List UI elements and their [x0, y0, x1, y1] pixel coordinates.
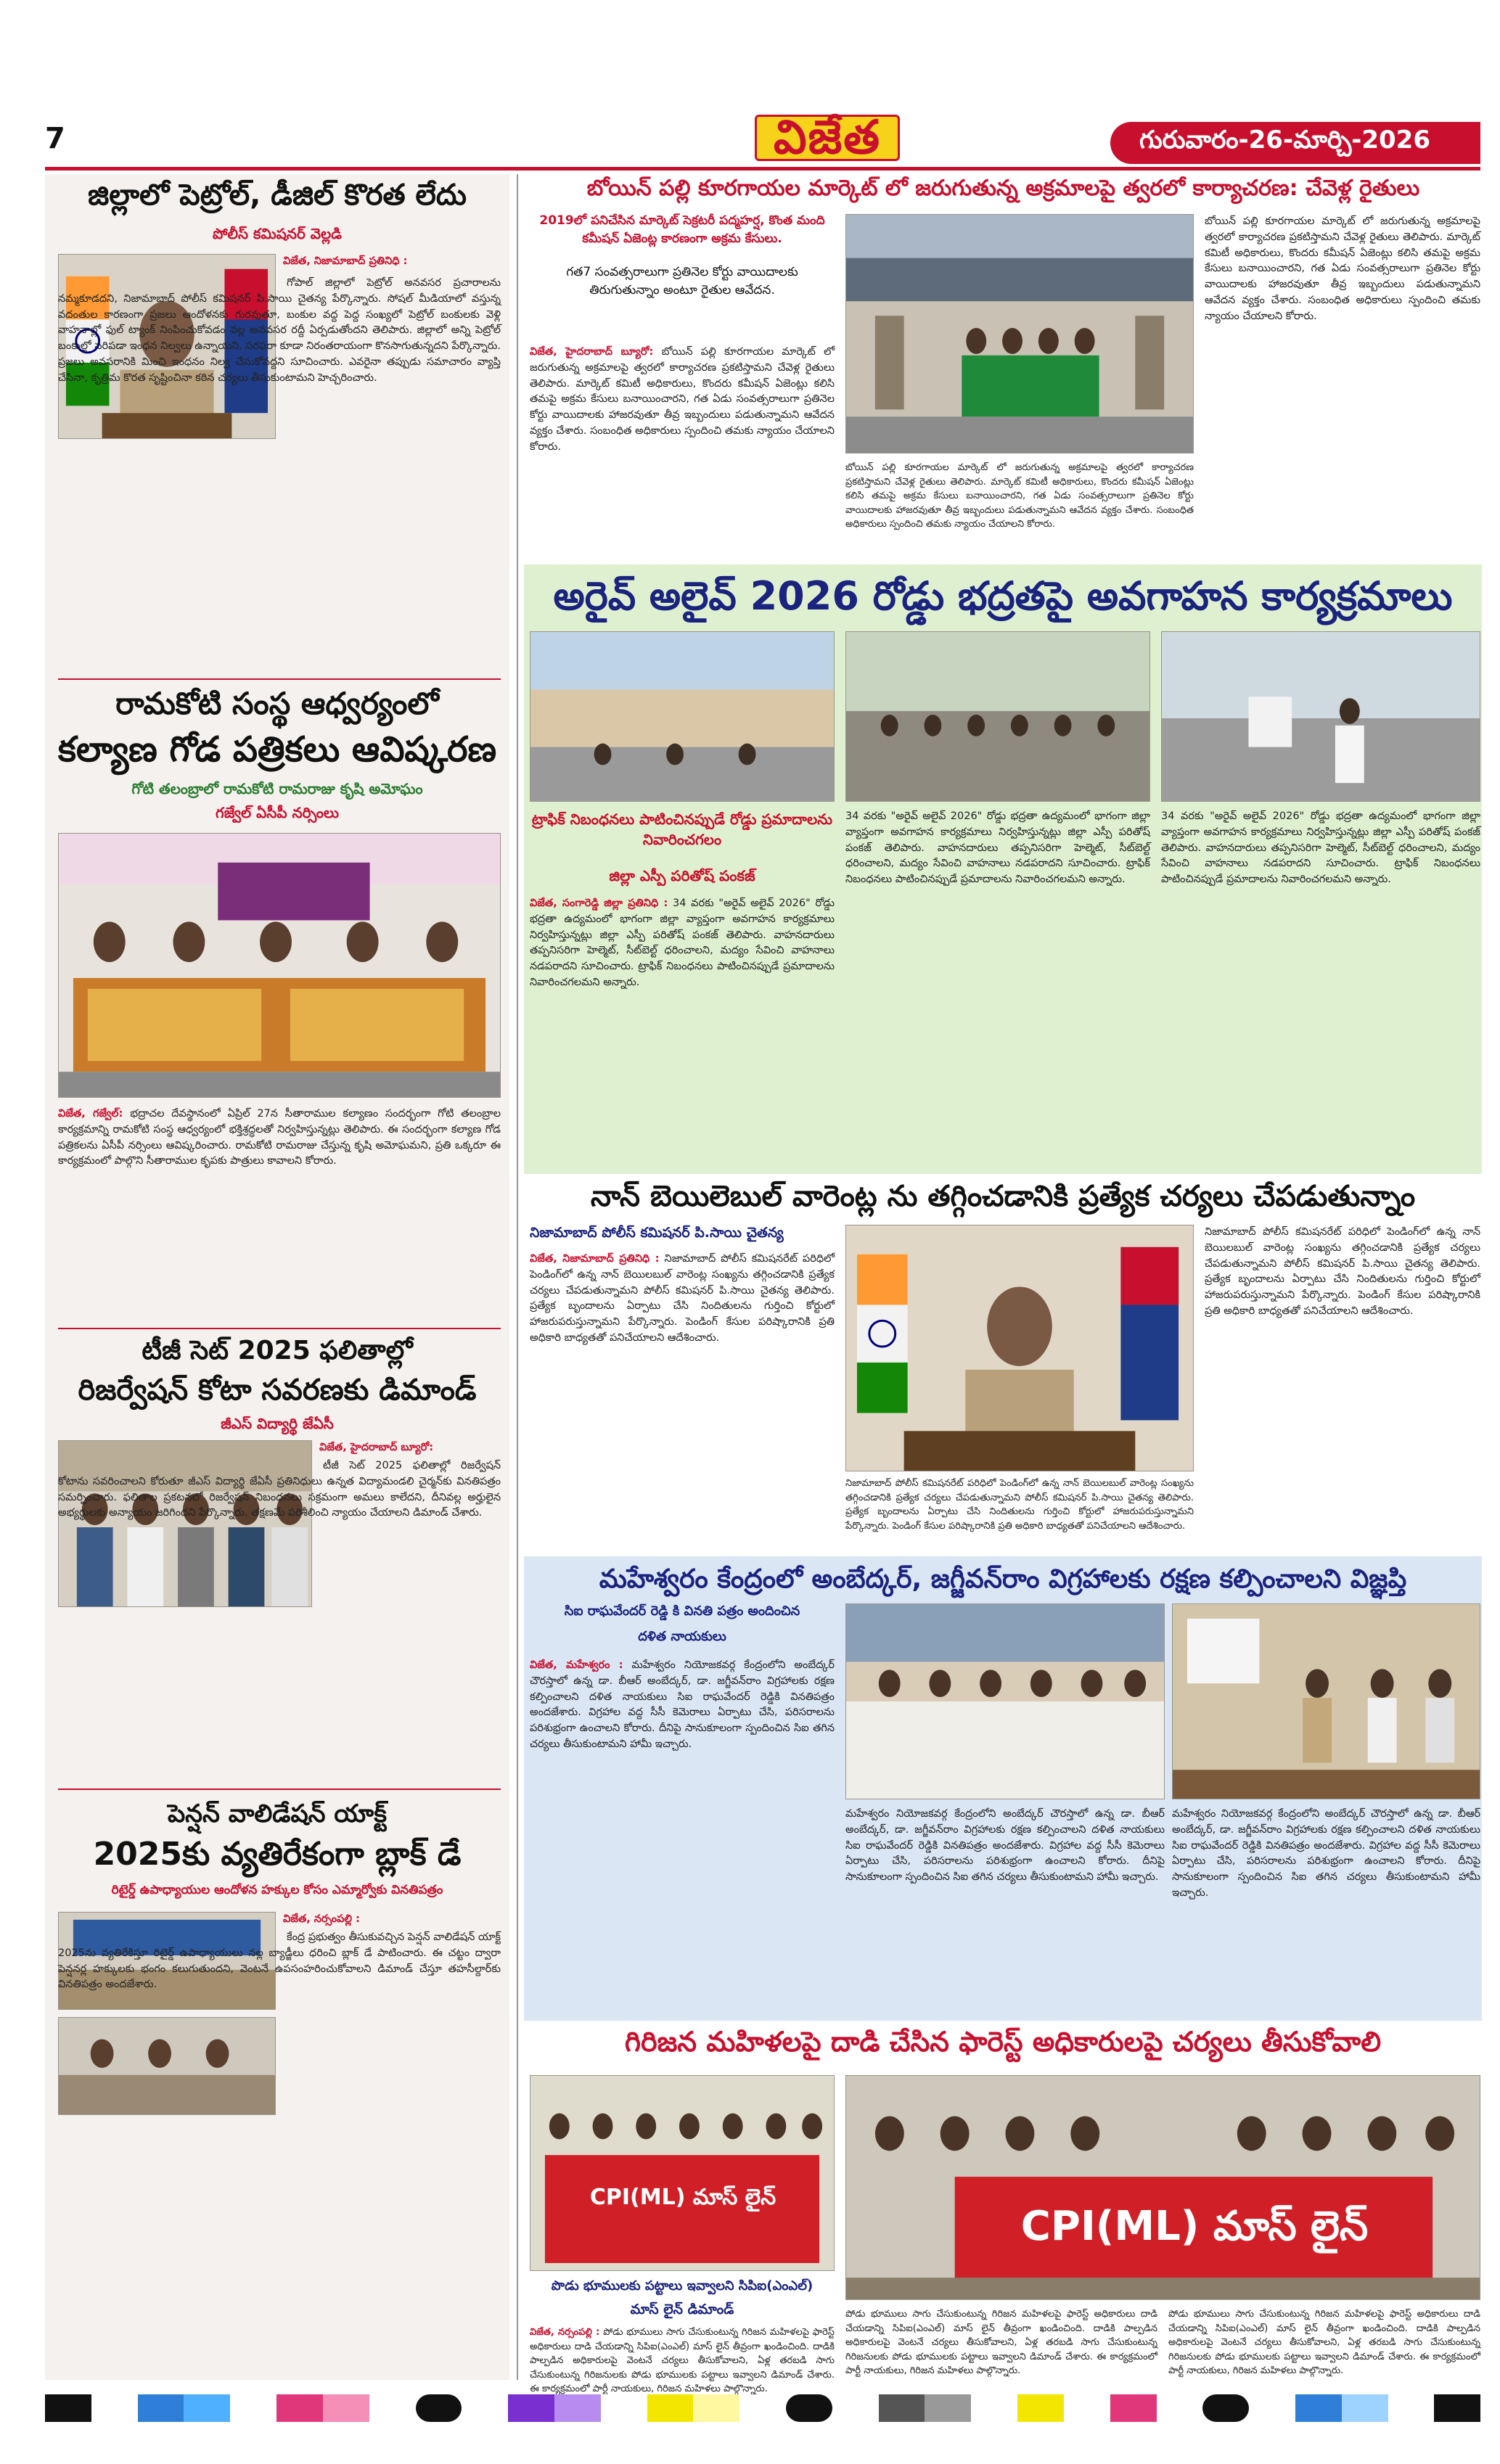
- left-story4-lede: [283, 1912, 501, 1928]
- right-story4-sub1: సిఐ రాఘవేందర్ రెడ్డి కి వినతి పత్రం అందించిన: [564, 1603, 800, 1619]
- right-story5-body-col3: పోడు భూములు సాగు చేసుకుంటున్న గిరిజన మహిళలపై ఫారెస్ట్ అధికారులు దాడి చేయడాన్ని సిపిఐ(ఎంఎల్) మాస్ లైన్ తీవ్రంగా ఖండించింది. దాడికి పాల్పడిన అధికారులపై వెంటనే చర్యలు తీసుకోవాలని, ఏళ్ల తరబడి సాగు చేసుకుంటున్న గిరిజనులకు పోడు భూములకు పట్టాలు ఇవ్వాలని డిమాండ్ చేశారు. ఈ కార్యక్రమంలో పార్టీ నాయకులు, గిరిజన మహిళలు పాల్గొన్నారు.: [1168, 2309, 1480, 2376]
- right-story2-body: 34 వరకు "అరైవ్ అలైవ్ 2026" రోడ్డు భద్రతా ఉద్యమంలో భాగంగా జిల్లా వ్యాప్తంగా అవగాహన కార్యక్రమాలు నిర్వహిస్తున్నట్లు జిల్లా ఎస్పీ పరితోష్ పంకజ్ తెలిపారు. వాహనదారులు తప్పనిసరిగా హెల్మెట్, సీట్‌బెల్ట్ ధరించాలని, మద్యం సేవించి వాహనాలు నడపరాదని సూచించారు. ట్రాఫిక్ నిబంధనలు పాటించినప్పుడే ప్రమాదాలను నివారించగలమని అన్నారు.: [530, 898, 835, 988]
- left-story4-body: కేంద్ర ప్రభుత్వం తీసుకువచ్చిన పెన్షన్ వాలిడేషన్ యాక్ట్ 2025ను వ్యతిరేకిస్తూ రిటైర్డ్ ఉపాధ్యాయులు నల్ల బ్యాడ్జీలు ధరించి బ్లాక్ డే పాటించారు. ఈ చట్టం ద్వారా పెన్షనర్ల హక్కులకు భంగం కలుగుతుందని, వెంటనే ఉపసంహరించుకోవాలని డిమాండ్ చేస్తూ తహసీల్దార్‌కు వినతిపత్రం అందజేశారు.: [58, 1931, 501, 1991]
- court-complex-photo: [845, 214, 1194, 453]
- left-story2-body: భద్రాచల దేవస్థానంలో ఏప్రిల్ 27న సీతారాముల కల్యాణం సందర్భంగా గోటి తలంబ్రాల కార్యక్రమాన్ని రామకోటి సంస్థ ఆధ్వర్యంలో భక్తిశ్రద్ధలతో నిర్వహిస్తున్నట్లు తెలిపారు. ఈ సందర్భంగా కల్యాణ గోడ పత్రికలను ఏసీపీ నర్సింలు ఆవిష్కరించారు. రామకోటి రామరాజు చేస్తున్న కృషి అమోఘమని, ప్రతి ఒక్కరూ ఈ కార్యక్రమంలో పాల్గొని సీతారాముల కృపకు పాత్రులు కావాలని కోరారు.: [58, 1108, 501, 1167]
- divider: [58, 1789, 501, 1790]
- left-story3-lede: [319, 1440, 501, 1456]
- left-story4-dateline: విజేత, నర్సంపల్లి :: [283, 1913, 360, 1925]
- right-story3-body-col2: నిజామాబాద్ పోలీస్ కమిషనరేట్ పరిధిలో పెండింగ్‌లో ఉన్న నాన్ బెయిలబుల్ వారెంట్ల సంఖ్యను తగ్గించడానికి ప్రత్యేక చర్యలు చేపడుతున్నామని పోలీస్ కమిషనర్ పి.సాయి చైతన్య తెలిపారు. ప్రత్యేక బృందాలను ఏర్పాటు చేసి నిందితులను గుర్తించి కోర్టులో హాజరుపరుస్తున్నామని పేర్కొన్నారు. పెండింగ్ కేసుల పరిష్కారానికి ప్రతి అధికారి బాధ్యతతో పనిచేయాలని ఆదేశించారు.: [845, 1478, 1194, 1532]
- right-story5-caption1: పొడు భూములకు పట్టాలు ఇవ్వాలని సిపిఐ(ఎంఎల్): [551, 2278, 813, 2293]
- left-story3-sub: జీఎస్ విద్యార్థి జేఏసీ: [221, 1415, 334, 1432]
- right-story5-col3: [1168, 2307, 1480, 2380]
- right-story2-dateline: విజేత, సంగారెడ్డి జిల్లా ప్రతినిధి :: [530, 898, 668, 909]
- left-story3-body: టీజీ సెట్ 2025 ఫలితాల్లో రిజర్వేషన్ కోటాను సవరించాలని కోరుతూ జీఎస్ విద్యార్థి జేఏసీ ప్రతినిధులు ఉన్నత విద్యామండలి చైర్మన్‌కు వినతిపత్రం సమర్పించారు. ఫలితాల ప్రకటనలో రిజర్వేషన్ నిబంధనలు సక్రమంగా అమలు కాలేదని, దీనివల్ల అర్హులైన అభ్యర్థులకు అన్యాయం జరిగిందని పేర్కొన్నారు. తక్షణమే పరిశీలించి న్యాయం చేయాలని డిమాండ్ చేశారు.: [58, 1460, 501, 1519]
- right-story4-dateline: విజేత, మహేశ్వరం :: [530, 1659, 623, 1671]
- right-story3-col2: [845, 1477, 1194, 1549]
- cpi-ml-banner-text-large: CPI(ML) మాస్ లైన్: [1020, 2203, 1369, 2250]
- right-story1-text: [530, 345, 835, 555]
- commissioner-desk-photo: [845, 1225, 1194, 1471]
- left-story2-headline-2: కల్యాణ గోడ పత్రికలు ఆవిష్కరణ: [57, 729, 497, 770]
- right-story4-col3: [1172, 1807, 1480, 2013]
- right-story4-col2: [845, 1807, 1165, 2013]
- left-story3-headline-1: టీజీ సెట్ 2025 ఫలితాల్లో: [142, 1336, 413, 1366]
- date-band: [1110, 122, 1480, 164]
- right-story5-body-col2: పోడు భూములు సాగు చేసుకుంటున్న గిరిజన మహిళలపై ఫారెస్ట్ అధికారులు దాడి చేయడాన్ని సిపిఐ(ఎంఎల్) మాస్ లైన్ తీవ్రంగా ఖండించింది. దాడికి పాల్పడిన అధికారులపై వెంటనే చర్యలు తీసుకోవాలని, ఏళ్ల తరబడి సాగు చేసుకుంటున్న గిరిజనులకు పోడు భూములకు పట్టాలు ఇవ్వాలని డిమాండ్ చేశారు. ఈ కార్యక్రమంలో పార్టీ నాయకులు, గిరిజన మహిళలు పాల్గొన్నారు.: [845, 2309, 1157, 2376]
- right-story1-sub1: 2019లో పనిచేసిన మార్కెట్ సెక్రటరీ పద్మహర్ష, కొంత మంది కమీషన్ ఏజెంట్ల కారణంగా అక్రమ కేసులు.: [539, 213, 825, 246]
- right-story2-headline: అరైవ్ అలైవ్ 2026 రోడ్డు భద్రతపై అవగాహన కార్యక్రమాలు: [553, 573, 1453, 619]
- right-story1-body-col3: బోయిన్ పల్లి కూరగాయల మార్కెట్ లో జరుగుతున్న అక్రమాలపై త్వరలో కార్యాచరణ ప్రకటిస్తామని చేవెళ్ల రైతులు తెలిపారు. మార్కెట్ కమిటీ అధికారులు, కొందరు కమీషన్ ఏజెంట్లు కలిసి తమపై అక్రమ కేసులు బనాయించారని, గత ఏడు సంవత్సరాలుగా ప్రతినెల కోర్టు వాయిదాలకు హాజరవుతూ తీవ్ర ఇబ్బందులు పడుతున్నామని ఆవేదన వ్యక్తం చేశారు. సంబంధిత అధికారులు స్పందించి తమకు న్యాయం చేయాలని కోరారు.: [1205, 215, 1480, 322]
- left-story1-dateline: విజేత, నిజామాబాద్ ప్రతినిధి :: [283, 255, 408, 267]
- left-story2-sub2: గజ్వేల్ ఏసీపీ నర్సింలు: [216, 804, 339, 821]
- kalyana-poster-photo: [58, 833, 501, 1098]
- right-story2-col3: [1161, 809, 1480, 1165]
- cpi-ml-photo-2: [845, 2075, 1480, 2300]
- statue-memo-photo-1: [845, 1603, 1165, 1799]
- right-story1-dateline: విజేత, హైదరాబాద్ బ్యూరో:: [530, 346, 654, 358]
- left-story4-headline-1: పెన్షన్ వాలిడేషన్ యాక్ట్: [167, 1799, 388, 1828]
- right-story1-body: బోయిన్ పల్లి కూరగాయల మార్కెట్ లో జరుగుతున్న అక్రమాలపై త్వరలో కార్యాచరణ ప్రకటిస్తామని చేవెళ్ల రైతులు తెలిపారు. మార్కెట్ కమిటీ అధికారులు, కొందరు కమీషన్ ఏజెంట్లు కలిసి తమపై అక్రమ కేసులు బనాయించారని, గత ఏడు సంవత్సరాలుగా ప్రతినెల కోర్టు వాయిదాలకు హాజరవుతూ తీవ్ర ఇబ్బందులు పడుతున్నామని ఆవేదన వ్యక్తం చేశారు. సంబంధిత అధికారులు స్పందించి తమకు న్యాయం చేయాలని కోరారు.: [530, 346, 835, 453]
- right-story4-headline: మహేశ్వరం కేంద్రంలో అంబేద్కర్, జగ్జీవన్‌రాం విగ్రహాలకు రక్షణ కల్పించాలని విజ్ఞప్తి: [599, 1564, 1407, 1594]
- left-story2-text: [58, 1106, 501, 1324]
- left-story1-lede: [283, 254, 501, 270]
- road-safety-photo-2: [845, 631, 1150, 802]
- right-story4-body-col3: మహేశ్వరం నియోజకవర్గ కేంద్రంలోని అంబేద్కర్ చౌరస్తాలో ఉన్న డా. బీఆర్ అంబేద్కర్, డా. జగ్జీవన్‌రాం విగ్రహాలకు రక్షణ కల్పించాలని దళిత నాయకులు సిఐ రాఘవేందర్ రెడ్డికి వినతిపత్రం అందజేశారు. విగ్రహాల వద్ద సీసీ కెమెరాలు ఏర్పాటు చేసి, పరిసరాలను పరిశుభ్రంగా ఉంచాలని కోరారు. దీనిపై సానుకూలంగా స్పందించిన సిఐ తగిన చర్యలు తీసుకుంటామని హామీ ఇచ్చారు.: [1172, 1808, 1480, 1899]
- right-story2-body-col3: 34 వరకు "అరైవ్ అలైవ్ 2026" రోడ్డు భద్రతా ఉద్యమంలో భాగంగా జిల్లా వ్యాప్తంగా అవగాహన కార్యక్రమాలు నిర్వహిస్తున్నట్లు జిల్లా ఎస్పీ పరితోష్ పంకజ్ తెలిపారు. వాహనదారులు తప్పనిసరిగా హెల్మెట్, సీట్‌బెల్ట్ ధరించాలని, మద్యం సేవించి వాహనాలు నడపరాదని సూచించారు. ట్రాఫిక్ నిబంధనలు పాటించినప్పుడే ప్రమాదాలను నివారించగలమని అన్నారు.: [1161, 810, 1480, 885]
- left-story1-body: గోపాల్ జిల్లాలో పెట్రోల్ అనవసర ప్రచారాలను నమ్మకూడదని, నిజామాబాద్ పోలీస్ కమిషనర్ పి.సాయి చైతన్య పేర్కొన్నారు. సోషల్ మీడియాలో వస్తున్న వదంతుల కారణంగా ప్రజలు ఆందోళనకు గురవుతూ, బంకుల వద్ద పెద్ద సంఖ్యలో పెట్రోల్ బంకులకు వెళ్లి వాహనాల్లో ఫుల్ ట్యాంక్ నింపించుకోవడం వల్ల అనవసర రద్దీ ఏర్పడుతోందని తెలిపారు. జిల్లాలో అన్ని పెట్రోల్ బంకుల్లో సరిపడా ఇంధన నిల్వలు ఉన్నాయని, సరఫరా కూడా నిరంతరాయంగా కొనసాగుతున్నదని పేర్కొన్నారు. ప్రజలు అవసరానికి మించి ఇంధనం నిల్వ చేసుకోవద్దని సూచించారు. ఎవరైనా తప్పుడు సమాచారం వ్యాప్తి చేసినా, కృత్రిమ కొరత సృష్టించినా కఠిన చర్యలు తీసుకుంటామని హెచ్చరించారు.: [58, 277, 501, 384]
- right-story3-dateline: విజేత, నిజామాబాద్ ప్రతినిధి :: [530, 1253, 660, 1265]
- left-story2-dateline: విజేత, గజ్వేల్:: [58, 1108, 123, 1120]
- right-story3-body: నిజామాబాద్ పోలీస్ కమిషనరేట్ పరిధిలో పెండింగ్‌లో ఉన్న నాన్ బెయిలబుల్ వారెంట్ల సంఖ్యను తగ్గించడానికి ప్రత్యేక చర్యలు చేపడుతున్నామని పోలీస్ కమిషనర్ పి.సాయి చైతన్య తెలిపారు. ప్రత్యేక బృందాలను ఏర్పాటు చేసి నిందితులను గుర్తించి కోర్టులో హాజరుపరుస్తున్నామని పేర్కొన్నారు. పెండింగ్ కేసుల పరిష్కారానికి ప్రతి అధికారి బాధ్యతతో పనిచేయాలని ఆదేశించారు.: [530, 1253, 835, 1344]
- right-story5-dateline: విజేత, నర్సంపల్లి :: [530, 2327, 600, 2338]
- right-story2-text: [530, 896, 835, 1165]
- right-story2-body-col2: 34 వరకు "అరైవ్ అలైవ్ 2026" రోడ్డు భద్రతా ఉద్యమంలో భాగంగా జిల్లా వ్యాప్తంగా అవగాహన కార్యక్రమాలు నిర్వహిస్తున్నట్లు జిల్లా ఎస్పీ పరితోష్ పంకజ్ తెలిపారు. వాహనదారులు తప్పనిసరిగా హెల్మెట్, సీట్‌బెల్ట్ ధరించాలని, మద్యం సేవించి వాహనాలు నడపరాదని సూచించారు. ట్రాఫిక్ నిబంధనలు పాటించినప్పుడే ప్రమాదాలను నివారించగలమని అన్నారు.: [845, 810, 1150, 885]
- paper-name: విజేత: [773, 111, 882, 165]
- date-text: గురువారం-26-మార్చి-2026: [1139, 126, 1430, 155]
- divider: [58, 678, 501, 680]
- cpi-ml-banner-text: CPI(ML) మాస్ లైన్: [589, 2185, 776, 2210]
- right-story4-body: మహేశ్వరం నియోజకవర్గ కేంద్రంలోని అంబేద్కర్ చౌరస్తాలో ఉన్న డా. బీఆర్ అంబేద్కర్, డా. జగ్జీవన్‌రాం విగ్రహాలకు రక్షణ కల్పించాలని దళిత నాయకులు సిఐ రాఘవేందర్ రెడ్డికి వినతిపత్రం అందజేశారు. విగ్రహాల వద్ద సీసీ కెమెరాలు ఏర్పాటు చేసి, పరిసరాలను పరిశుభ్రంగా ఉంచాలని కోరారు. దీనిపై సానుకూలంగా స్పందించిన సిఐ తగిన చర్యలు తీసుకుంటామని హామీ ఇచ్చారు.: [530, 1659, 835, 1750]
- left-story3-dateline: విజేత, హైదరాబాద్ బ్యూరో:: [319, 1442, 434, 1453]
- cpi-ml-photo-1: [530, 2075, 835, 2271]
- left-story2-headline-1: రామకోటి సంస్థ ఆధ్వర్యంలో: [115, 686, 439, 721]
- road-safety-photo-1: [530, 631, 835, 802]
- right-story5-col2: [845, 2307, 1157, 2380]
- colorbar-registration-marks: [45, 2394, 1480, 2422]
- right-story1-body-continued: బోయిన్ పల్లి కూరగాయల మార్కెట్ లో జరుగుతున్న అక్రమాలపై త్వరలో కార్యాచరణ ప్రకటిస్తామని చేవెళ్ల రైతులు తెలిపారు. మార్కెట్ కమిటీ అధికారులు, కొందరు కమీషన్ ఏజెంట్లు కలిసి తమపై అక్రమ కేసులు బనాయించారని, గత ఏడు సంవత్సరాలుగా ప్రతినెల కోర్టు వాయిదాలకు హాజరవుతూ తీవ్ర ఇబ్బందులు పడుతున్నామని ఆవేదన వ్యక్తం చేశారు. సంబంధిత అధికారులు స్పందించి తమకు న్యాయం చేయాలని కోరారు.: [845, 462, 1194, 530]
- right-story1-col2: [845, 461, 1194, 555]
- right-story2-caption1: ట్రాఫిక్ నిబంధనలు పాటించినప్పుడే రోడ్డు ప్రమాదాలను నివారించగలం: [531, 810, 833, 848]
- right-story2-caption2: జిల్లా ఎస్పీ పరితోష్ పంకజ్: [609, 867, 755, 884]
- right-story4-text: [530, 1658, 835, 2013]
- column-divider: [517, 174, 518, 2380]
- road-safety-photo-3: [1161, 631, 1480, 802]
- right-story3-col3: [1205, 1225, 1480, 1549]
- left-story3-headline-2: రిజర్వేషన్ కోటా సవరణకు డిమాండ్: [78, 1373, 477, 1407]
- divider: [58, 1328, 501, 1329]
- right-story1-headline: బోయిన్ పల్లి కూరగాయల మార్కెట్ లో జరుగుతున్న అక్రమాలపై త్వరలో కార్యాచరణ: చేవెళ్ల రైతులు: [586, 176, 1420, 201]
- page-number: 7: [45, 122, 65, 155]
- left-story2-sub1: గోటి తలంబ్రాలో రామకోటి రామరాజు కృషి అమోఘం: [131, 780, 423, 797]
- left-story1-headline: జిల్లాలో పెట్రోల్, డీజిల్ కొరత లేదు: [88, 178, 467, 212]
- right-story2-col2: [845, 809, 1150, 1165]
- right-story5-text: [530, 2325, 835, 2394]
- right-story3-headline: నాన్ బెయిలెబుల్ వారెంట్ల ను తగ్గించడానికి ప్రత్యేక చర్యలు చేపడుతున్నాం: [590, 1180, 1416, 1213]
- right-story3-body-col3: నిజామాబాద్ పోలీస్ కమిషనరేట్ పరిధిలో పెండింగ్‌లో ఉన్న నాన్ బెయిలబుల్ వారెంట్ల సంఖ్యను తగ్గించడానికి ప్రత్యేక చర్యలు చేపడుతున్నామని పోలీస్ కమిషనర్ పి.సాయి చైతన్య తెలిపారు. ప్రత్యేక బృందాలను ఏర్పాటు చేసి నిందితులను గుర్తించి కోర్టులో హాజరుపరుస్తున్నామని పేర్కొన్నారు. పెండింగ్ కేసుల పరిష్కారానికి ప్రతి అధికారి బాధ్యతతో పనిచేయాలని ఆదేశించారు.: [1205, 1226, 1480, 1317]
- left-story4-sub: రిటైర్డ్ ఉపాధ్యాయుల ఆందోళన హక్కుల కోసం ఎమ్మార్వోకు వినతిపత్రం: [111, 1883, 443, 1897]
- statue-memo-photo-2: [1172, 1603, 1480, 1799]
- masthead-logo: [755, 111, 900, 165]
- right-story3-text: [530, 1252, 835, 1549]
- right-story4-body-col2: మహేశ్వరం నియోజకవర్గ కేంద్రంలోని అంబేద్కర్ చౌరస్తాలో ఉన్న డా. బీఆర్ అంబేద్కర్, డా. జగ్జీవన్‌రాం విగ్రహాలకు రక్షణ కల్పించాలని దళిత నాయకులు సిఐ రాఘవేందర్ రెడ్డికి వినతిపత్రం అందజేశారు. విగ్రహాల వద్ద సీసీ కెమెరాలు ఏర్పాటు చేసి, పరిసరాలను పరిశుభ్రంగా ఉంచాలని కోరారు. దీనిపై సానుకూలంగా స్పందించిన సిఐ తగిన చర్యలు తీసుకుంటామని హామీ ఇచ్చారు.: [845, 1808, 1165, 1883]
- right-story5-headline: గిరిజన మహిళలపై దాడి చేసిన ఫారెస్ట్ అధికారులపై చర్యలు తీసుకోవాలి: [624, 2026, 1382, 2058]
- left-story1-byline: పోలీస్ కమిషనర్ వెల్లడి: [213, 225, 342, 242]
- right-story5-caption2: మాస్ లైన్ డిమాండ్: [630, 2301, 734, 2317]
- right-story1-sub2: గత7 సంవత్సరాలుగా ప్రతినెల కోర్టు వాయిదాలకు తిరుగుతున్నాం అంటూ రైతుల ఆవేదన.: [566, 265, 798, 297]
- right-story1-col3: [1205, 214, 1480, 555]
- right-story5-body: పోడు భూములు సాగు చేసుకుంటున్న గిరిజన మహిళలపై ఫారెస్ట్ అధికారులు దాడి చేయడాన్ని సిపిఐ(ఎంఎల్) మాస్ లైన్ తీవ్రంగా ఖండించింది. దాడికి పాల్పడిన అధికారులపై వెంటనే చర్యలు తీసుకోవాలని, ఏళ్ల తరబడి సాగు చేసుకుంటున్న గిరిజనులకు పోడు భూములకు పట్టాలు ఇవ్వాలని డిమాండ్ చేశారు. ఈ కార్యక్రమంలో పార్టీ నాయకులు, గిరిజన మహిళలు పాల్గొన్నారు.: [530, 2327, 835, 2394]
- left-story4-headline-2: 2025కు వ్యతిరేకంగా బ్లాక్ డే: [93, 1836, 462, 1873]
- header-rule: [45, 167, 1480, 171]
- right-story3-sub: నిజామాబాద్ పోలీస్ కమిషనర్ పి.సాయి చైతన్య: [530, 1225, 784, 1241]
- right-story4-sub2: దళిత నాయకులు: [638, 1629, 726, 1644]
